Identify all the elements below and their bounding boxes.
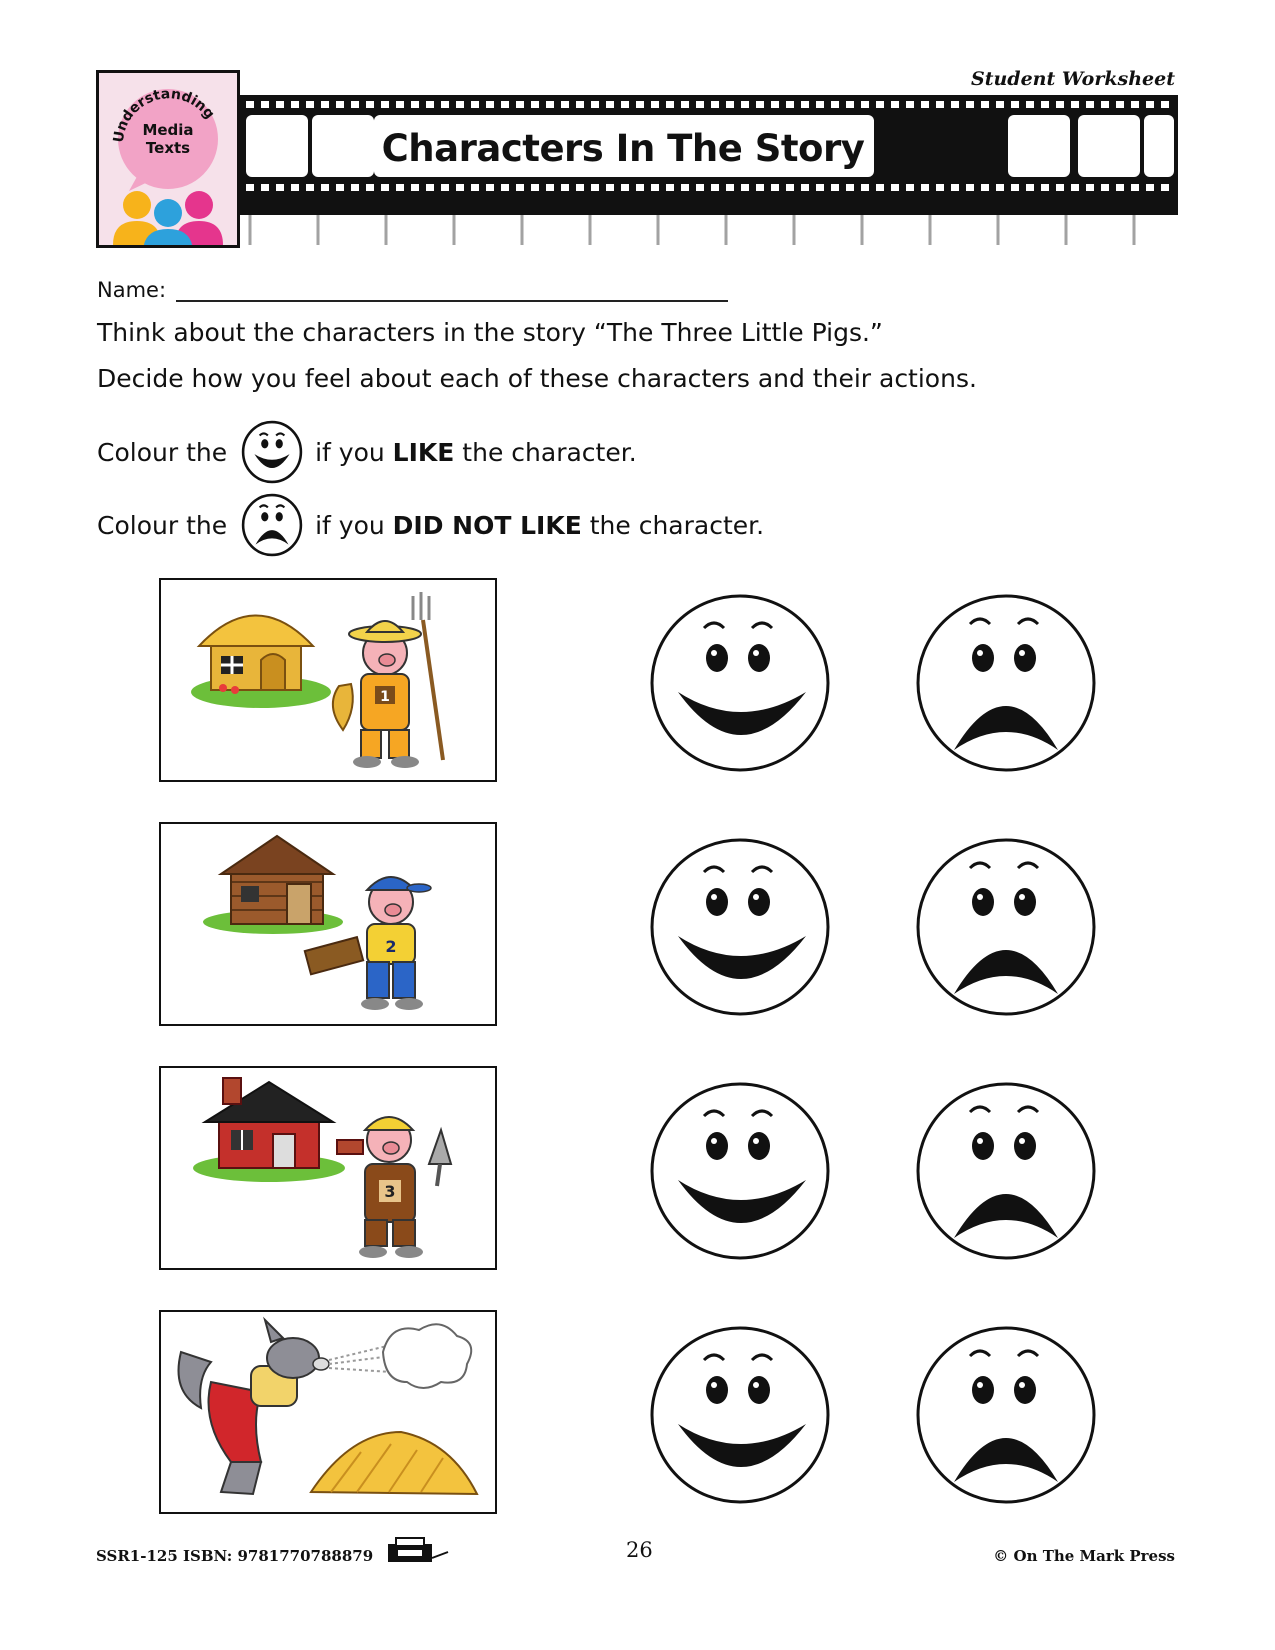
name-label: Name: (97, 278, 167, 302)
colour-like-row (97, 420, 637, 484)
character-picture-wolf (159, 1310, 497, 1514)
understanding-media-texts-logo (96, 70, 240, 248)
stick-house-pig-illustration (161, 824, 495, 1024)
printer-icon (386, 1536, 450, 1564)
sad-face-4[interactable] (914, 1324, 1098, 1506)
footer-isbn: SSR1-125 ISBN: 9781770788879 (96, 1547, 374, 1565)
footer-copyright: © On The Mark Press (993, 1547, 1175, 1565)
colour-prefix: Colour the (97, 510, 228, 540)
happy-face-3[interactable] (648, 1080, 832, 1262)
brick-house-pig-illustration (161, 1068, 495, 1268)
svg-text:Understanding: Understanding (110, 86, 218, 144)
happy-face-icon (241, 420, 303, 484)
instruction-line-2: Decide how you feel about each of these characters and their actions. (97, 364, 977, 393)
instruction-line-1: Think about the characters in the story “The Three Little Pigs.” (97, 318, 883, 347)
worksheet-title: Characters In The Story (381, 126, 865, 170)
straw-house-pig-illustration (161, 580, 495, 780)
like-instruction: if you LIKE the character. (315, 437, 637, 467)
shirt-number: 2 (385, 937, 397, 956)
character-picture-pig-2 (159, 822, 497, 1026)
svg-text:Media: Media (142, 121, 194, 139)
shirt-number: 3 (384, 1182, 396, 1201)
colour-dislike-row (97, 493, 764, 557)
name-line[interactable] (176, 278, 728, 302)
happy-face-4[interactable] (648, 1324, 832, 1506)
sad-face-icon (241, 493, 303, 557)
sad-face-3[interactable] (914, 1080, 1098, 1262)
page-number: 26 (626, 1538, 653, 1562)
wolf-blowing-illustration (161, 1312, 495, 1512)
character-picture-pig-1 (159, 578, 497, 782)
worksheet-label: Student Worksheet (971, 68, 1175, 90)
colour-prefix: Colour the (97, 437, 228, 467)
character-picture-pig-3 (159, 1066, 497, 1270)
happy-face-1[interactable] (648, 592, 832, 774)
svg-text:Texts: Texts (145, 139, 191, 157)
happy-face-2[interactable] (648, 836, 832, 1018)
sad-face-2[interactable] (914, 836, 1098, 1018)
sad-face-1[interactable] (914, 592, 1098, 774)
dislike-instruction: if you DID NOT LIKE the character. (315, 510, 765, 540)
shirt-number: 1 (380, 689, 390, 705)
name-field-row (97, 278, 728, 302)
